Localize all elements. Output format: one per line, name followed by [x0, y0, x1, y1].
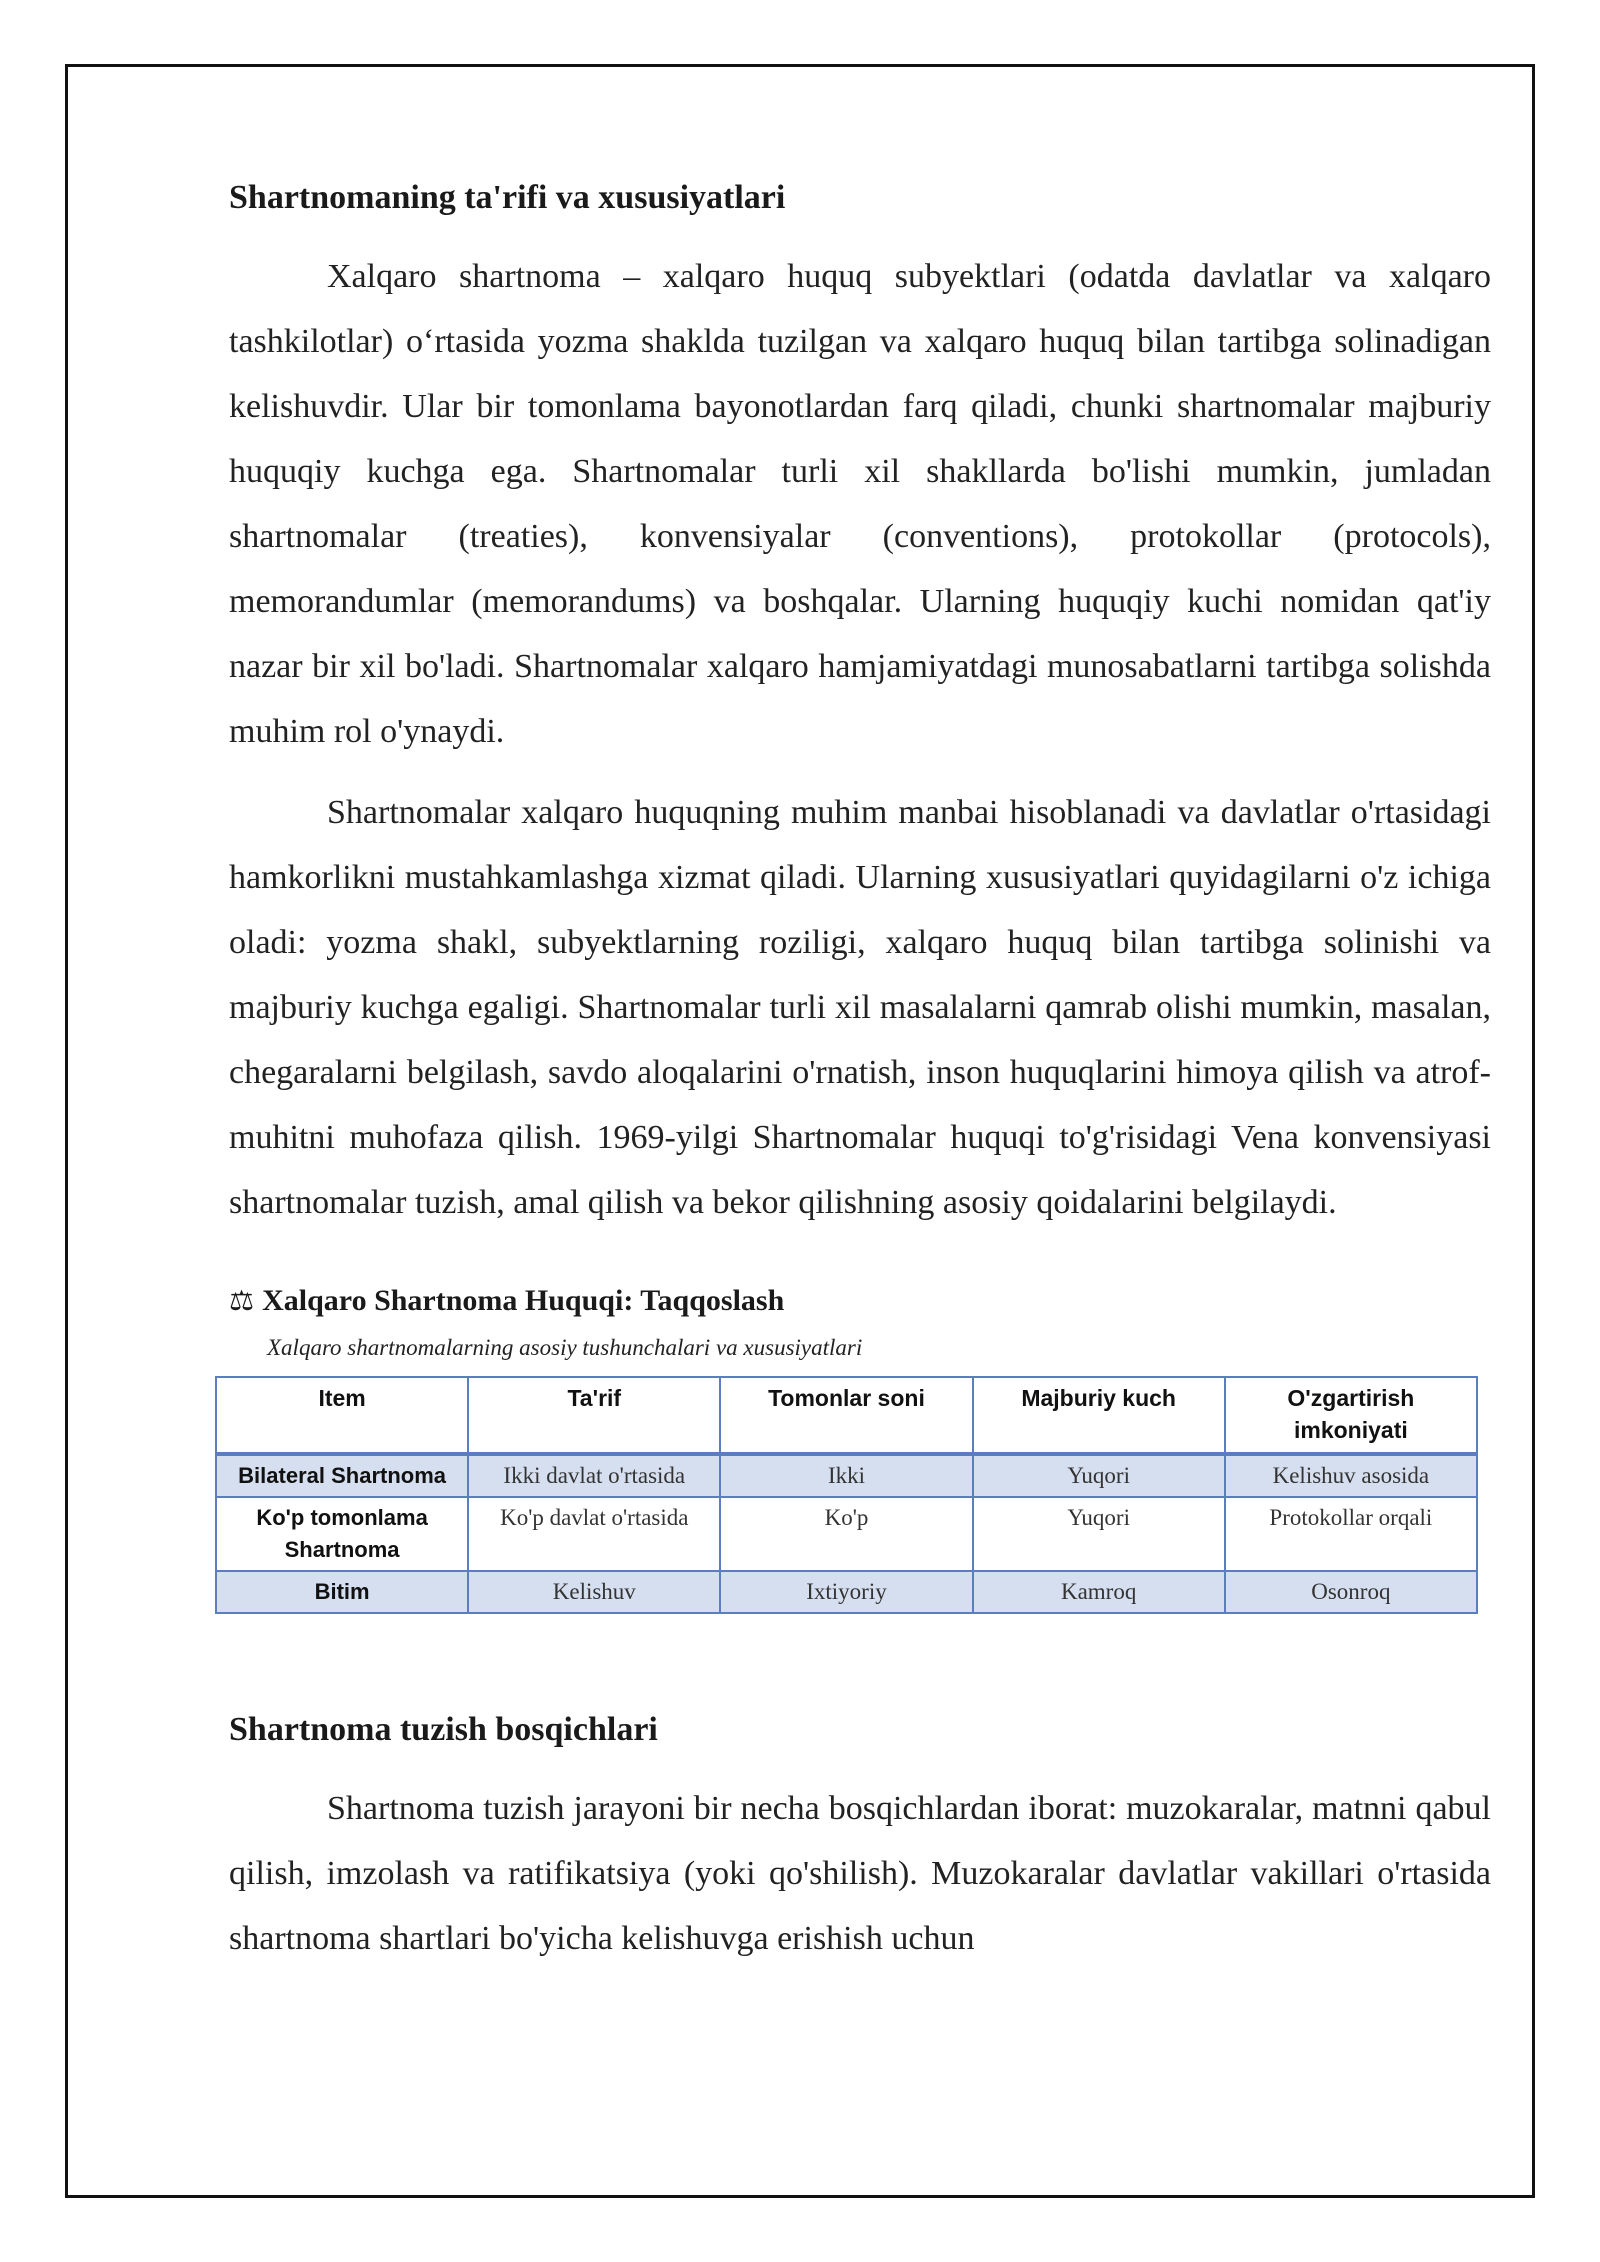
row-label: Bilateral Shartnoma	[216, 1454, 468, 1497]
header-party-count: Tomonlar soni	[720, 1377, 972, 1454]
header-definition: Ta'rif	[468, 1377, 720, 1454]
header-binding-force: Majburiy kuch	[973, 1377, 1225, 1454]
table-cell: Ko'p davlat o'rtasida	[468, 1497, 720, 1571]
table-cell: Kelishuv asosida	[1225, 1454, 1477, 1497]
table-title	[229, 1279, 1491, 1324]
comparison-table-block	[229, 1279, 1491, 1614]
table-subtitle: Xalqaro shartnomalarning asosiy tushunchalari va xususiyatlari	[267, 1335, 863, 1360]
section-heading-definition: Shartnomaning ta'rifi va xususiyatlari	[229, 179, 786, 216]
comparison-table	[215, 1376, 1478, 1614]
paragraph-stages: Shartnoma tuzish jarayoni bir necha bosqichlardan iborat: muzokaralar, matnni qabul qilish, imzolash va ratifikatsiya (yoki qo'shilish). Muzokaralar davlatlar vakillari o'rtasida shartnoma shartlari bo'yicha kelishuvga erishish uchun	[229, 1790, 1491, 1957]
table-header-row	[216, 1377, 1477, 1454]
header-item: Item	[216, 1377, 468, 1454]
paragraph-definition: Xalqaro shartnoma – xalqaro huquq subyektlari (odatda davlatlar va xalqaro tashkilotlar) o‘rtasida yozma shaklda tuzilgan va xalqaro huquq bilan tartibga solinadigan kelishuvdir. Ular bir tomonlama bayonotlardan farq qiladi, chunki shartnomalar majburiy huquqiy kuchga ega. Shartnomalar turli xil shakllarda bo'lishi mumkin, jumladan shartnomalar (treaties), konvensiyalar (conventions), protokollar (protocols), memorandumlar (memorandums) va boshqalar. Ularning huquqiy kuchi nomidan qat'iy nazar bir xil bo'ladi. Shartnomalar xalqaro hamjamiyatdagi munosabatlarni tartibga solishda muhim rol o'ynaydi.	[229, 258, 1491, 750]
table-title-text: Xalqaro Shartnoma Huquqi: Taqqoslash	[262, 1284, 785, 1317]
table-cell: Ikki davlat o'rtasida	[468, 1454, 720, 1497]
table-row	[216, 1571, 1477, 1613]
section-heading-stages: Shartnoma tuzish bosqichlari	[229, 1711, 658, 1748]
table-cell: Kamroq	[973, 1571, 1225, 1613]
table-cell: Protokollar orqali	[1225, 1497, 1477, 1571]
header-amendment: O'zgartirish imkoniyati	[1225, 1377, 1477, 1454]
section-stages	[229, 1702, 1491, 1971]
page-content	[229, 170, 1491, 1987]
table-cell: Osonroq	[1225, 1571, 1477, 1613]
row-label: Ko'p tomonlama Shartnoma	[216, 1497, 468, 1571]
table-cell: Yuqori	[973, 1497, 1225, 1571]
table-row	[216, 1454, 1477, 1497]
scales-icon: ⚖	[229, 1286, 255, 1317]
paragraph-characteristics: Shartnomalar xalqaro huquqning muhim manbai hisoblanadi va davlatlar o'rtasidagi hamkorlikni mustahkamlashga xizmat qiladi. Ularning xususiyatlari quyidagilarni o'z ichiga oladi: yozma shakl, subyektlarning roziligi, xalqaro huquq bilan tartibga solinishi va majburiy kuchga egaligi. Shartnomalar turli xil masalalarni qamrab olishi mumkin, masalan, chegaralarni belgilash, savdo aloqalarini o'rnatish, inson huquqlarini himoya qilish va atrof-muhitni muhofaza qilish. 1969-yilgi Shartnomalar huquqi to'g'risidagi Vena konvensiyasi shartnomalar tuzish, amal qilish va bekor qilishning asosiy qoidalarini belgilaydi.	[229, 794, 1491, 1221]
table-cell: Kelishuv	[468, 1571, 720, 1613]
table-cell: Ixtiyoriy	[720, 1571, 972, 1613]
table-cell: Yuqori	[973, 1454, 1225, 1497]
table-cell: Ikki	[720, 1454, 972, 1497]
row-label: Bitim	[216, 1571, 468, 1613]
table-row	[216, 1497, 1477, 1571]
table-cell: Ko'p	[720, 1497, 972, 1571]
